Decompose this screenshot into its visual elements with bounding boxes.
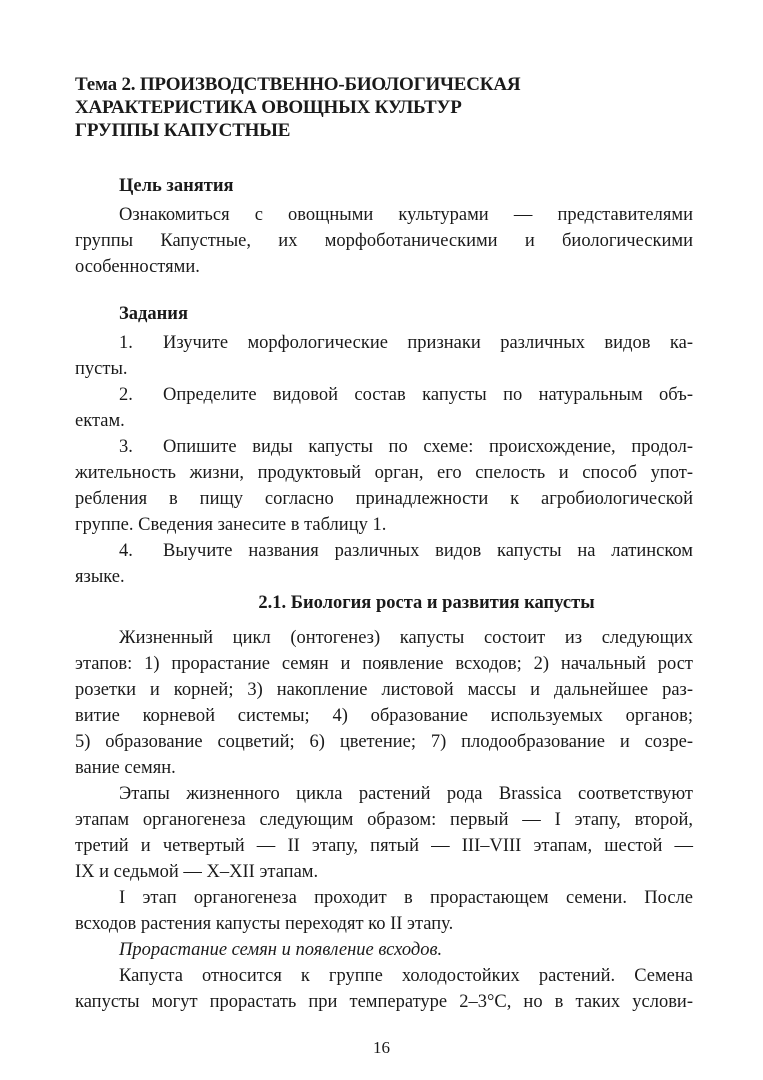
task-number: 2. [119,385,133,405]
task-number: 1. [119,333,133,353]
paragraph-line: IX и седьмой — X–XII этапам. [75,862,319,882]
paragraph-line: Капуста относится к группе холодостойких растений. Семена [119,966,693,986]
paragraph-line: Жизненный цикл (онтогенез) капусты состоит из следующих [119,628,693,648]
task-text: Изучите морфологические признаки различных видов ка- [163,333,693,353]
task-text: Определите видовой состав капусты по натуральным объ- [163,385,693,405]
topic-title [75,73,695,142]
page-number: 16 [373,1038,390,1057]
paragraph-line: третий и четвертый — II этапу, пятый — III–VIII этапам, шестой — [75,836,693,856]
paragraph-line: I этап органогенеза проходит в прорастающем семени. После [119,888,693,908]
task-number: 3. [119,437,133,457]
paragraph-line: этапам органогенеза следующим образом: первый — I этапу, второй, [75,810,693,830]
topic-title-line: Тема 2. ПРОИЗВОДСТВЕННО-БИОЛОГИЧЕСКАЯ [75,74,521,95]
italic-subheading: Прорастание семян и появление всходов. [119,940,443,960]
section-heading: 2.1. Биология роста и развития капусты [258,593,595,613]
goal-line: Ознакомиться с овощными культурами — представителями [119,205,693,225]
task-text: ребления в пищу согласно принадлежности к агробиологической [75,489,693,509]
task-text: группе. Сведения занесите в таблицу 1. [75,515,387,535]
paragraph-line: капусты могут прорастать при температуре 2–3°С, но в таких услови- [75,992,693,1012]
task-text: Выучите названия различных видов капусты на латинском [163,541,693,561]
paragraph-line: 5) образование соцветий; 6) цветение; 7) плодообразование и созре- [75,732,693,752]
task-text: жительность жизни, продуктовый орган, его спелость и способ упот- [75,463,693,483]
task-number: 4. [119,541,133,561]
paragraph-line: вание семян. [75,758,176,778]
task-text: пусты. [75,359,128,379]
topic-title-line: ГРУППЫ КАПУСТНЫЕ [75,120,291,141]
paragraph-line: Этапы жизненного цикла растений рода Brassica соответствуют [119,784,693,804]
paragraph-line: этапов: 1) прорастание семян и появление всходов; 2) начальный рост [75,654,693,674]
task-text: языке. [75,567,125,587]
task-text: ектам. [75,411,125,431]
topic-title-line: ХАРАКТЕРИСТИКА ОВОЩНЫХ КУЛЬТУР [75,97,462,118]
goal-heading: Цель занятия [119,176,234,196]
goal-line: группы Капустные, их морфоботаническими и биологическими [75,231,693,251]
goal-line: особенностями. [75,257,200,277]
paragraph-line: розетки и корней; 3) накопление листовой массы и дальнейшее раз- [75,680,693,700]
tasks-heading: Задания [119,304,188,324]
paragraph-line: витие корневой системы; 4) образование используемых органов; [75,706,693,726]
paragraph-line: всходов растения капусты переходят ко II этапу. [75,914,454,934]
task-text: Опишите виды капусты по схеме: происхождение, продол- [163,437,693,457]
